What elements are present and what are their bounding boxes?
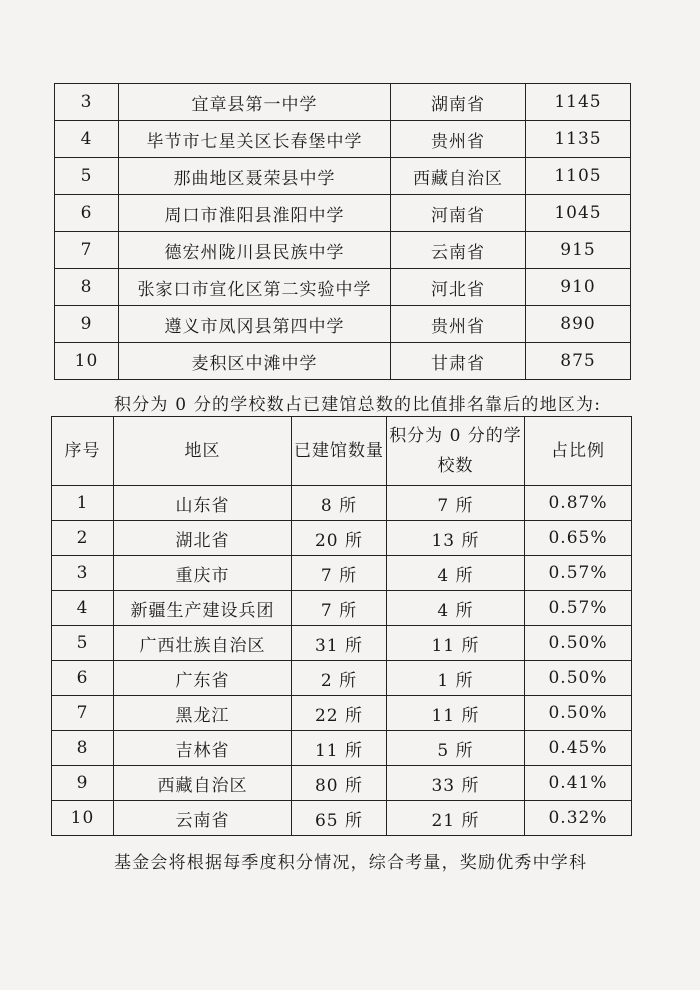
cell-rank: 6 xyxy=(55,195,119,232)
cell-zero-schools: 13 所 xyxy=(387,521,525,556)
cell-score: 1135 xyxy=(526,121,631,158)
cell-region: 新疆生产建设兵团 xyxy=(114,591,292,626)
table-row xyxy=(52,696,632,731)
cell-zero-schools: 21 所 xyxy=(387,801,525,836)
cell-school: 德宏州陇川县民族中学 xyxy=(119,232,391,269)
cell-ratio: 0.32% xyxy=(525,801,632,836)
cell-index: 10 xyxy=(52,801,114,836)
cell-school: 麦积区中滩中学 xyxy=(119,343,391,380)
cell-zero-schools: 11 所 xyxy=(387,626,525,661)
cell-built: 31 所 xyxy=(292,626,387,661)
table-row xyxy=(55,269,631,306)
header-built: 已建馆数量 xyxy=(292,417,387,486)
cell-zero-schools: 11 所 xyxy=(387,696,525,731)
cell-built: 7 所 xyxy=(292,556,387,591)
cell-school: 那曲地区聂荣县中学 xyxy=(119,158,391,195)
cell-region: 湖北省 xyxy=(114,521,292,556)
cell-index: 9 xyxy=(52,766,114,801)
cell-score: 875 xyxy=(526,343,631,380)
cell-ratio: 0.50% xyxy=(525,661,632,696)
cell-zero-schools: 33 所 xyxy=(387,766,525,801)
cell-rank: 4 xyxy=(55,121,119,158)
cell-school: 周口市淮阳县淮阳中学 xyxy=(119,195,391,232)
cell-rank: 10 xyxy=(55,343,119,380)
cell-province: 河北省 xyxy=(391,269,526,306)
cell-index: 5 xyxy=(52,626,114,661)
cell-province: 贵州省 xyxy=(391,121,526,158)
table-row xyxy=(52,486,632,521)
cell-region: 黑龙江 xyxy=(114,696,292,731)
cell-region: 广西壮族自治区 xyxy=(114,626,292,661)
cell-school: 毕节市七星关区长春堡中学 xyxy=(119,121,391,158)
cell-built: 8 所 xyxy=(292,486,387,521)
cell-score: 910 xyxy=(526,269,631,306)
cell-province: 河南省 xyxy=(391,195,526,232)
cell-index: 6 xyxy=(52,661,114,696)
cell-ratio: 0.57% xyxy=(525,591,632,626)
table-row xyxy=(52,626,632,661)
cell-built: 65 所 xyxy=(292,801,387,836)
table-row xyxy=(52,556,632,591)
table-row xyxy=(55,232,631,269)
school-ranking-body xyxy=(55,84,631,380)
cell-school: 遵义市凤冈县第四中学 xyxy=(119,306,391,343)
table-row xyxy=(55,195,631,232)
cell-ratio: 0.57% xyxy=(525,556,632,591)
cell-province: 甘肃省 xyxy=(391,343,526,380)
cell-region: 广东省 xyxy=(114,661,292,696)
cell-region: 重庆市 xyxy=(114,556,292,591)
cell-rank: 8 xyxy=(55,269,119,306)
table-row xyxy=(55,343,631,380)
cell-ratio: 0.65% xyxy=(525,521,632,556)
cell-index: 8 xyxy=(52,731,114,766)
cell-built: 7 所 xyxy=(292,591,387,626)
cell-ratio: 0.87% xyxy=(525,486,632,521)
cell-school: 张家口市宣化区第二实验中学 xyxy=(119,269,391,306)
cell-index: 4 xyxy=(52,591,114,626)
cell-region: 云南省 xyxy=(114,801,292,836)
table-row xyxy=(52,591,632,626)
cell-index: 1 xyxy=(52,486,114,521)
table-row xyxy=(52,661,632,696)
header-ratio: 占比例 xyxy=(525,417,632,486)
cell-built: 22 所 xyxy=(292,696,387,731)
cell-rank: 3 xyxy=(55,84,119,121)
cell-score: 915 xyxy=(526,232,631,269)
cell-rank: 9 xyxy=(55,306,119,343)
cell-province: 云南省 xyxy=(391,232,526,269)
region-ratio-body xyxy=(52,486,632,836)
cell-province: 西藏自治区 xyxy=(391,158,526,195)
cell-built: 2 所 xyxy=(292,661,387,696)
cell-score: 890 xyxy=(526,306,631,343)
header-region: 地区 xyxy=(114,417,292,486)
cell-index: 2 xyxy=(52,521,114,556)
cell-school: 宜章县第一中学 xyxy=(119,84,391,121)
table-row xyxy=(52,521,632,556)
cell-ratio: 0.50% xyxy=(525,626,632,661)
cell-score: 1045 xyxy=(526,195,631,232)
cell-province: 贵州省 xyxy=(391,306,526,343)
cell-zero-schools: 4 所 xyxy=(387,591,525,626)
cell-region: 山东省 xyxy=(114,486,292,521)
cell-ratio: 0.50% xyxy=(525,696,632,731)
table-row xyxy=(52,731,632,766)
table-row xyxy=(55,84,631,121)
header-zero-schools: 积分为 0 分的学校数 xyxy=(387,417,525,486)
cell-index: 3 xyxy=(52,556,114,591)
cell-region: 西藏自治区 xyxy=(114,766,292,801)
table-row xyxy=(55,121,631,158)
cell-score: 1105 xyxy=(526,158,631,195)
table-header-row xyxy=(52,417,632,486)
header-index: 序号 xyxy=(52,417,114,486)
cell-zero-schools: 1 所 xyxy=(387,661,525,696)
cell-zero-schools: 4 所 xyxy=(387,556,525,591)
cell-built: 80 所 xyxy=(292,766,387,801)
cell-region: 吉林省 xyxy=(114,731,292,766)
section-caption: 积分为 0 分的学校数占已建馆总数的比值排名靠后的地区为: xyxy=(114,395,602,415)
cell-ratio: 0.45% xyxy=(525,731,632,766)
cell-built: 20 所 xyxy=(292,521,387,556)
cell-province: 湖南省 xyxy=(391,84,526,121)
school-ranking-table xyxy=(54,83,631,380)
cell-ratio: 0.41% xyxy=(525,766,632,801)
cell-score: 1145 xyxy=(526,84,631,121)
cell-rank: 7 xyxy=(55,232,119,269)
table-row xyxy=(55,158,631,195)
footer-paragraph: 基金会将根据每季度积分情况，综合考量，奖励优秀中学科 xyxy=(114,853,588,873)
cell-built: 11 所 xyxy=(292,731,387,766)
cell-index: 7 xyxy=(52,696,114,731)
cell-zero-schools: 5 所 xyxy=(387,731,525,766)
table-row xyxy=(52,766,632,801)
cell-zero-schools: 7 所 xyxy=(387,486,525,521)
cell-rank: 5 xyxy=(55,158,119,195)
region-ratio-table xyxy=(51,416,632,836)
table-row xyxy=(52,801,632,836)
table-row xyxy=(55,306,631,343)
